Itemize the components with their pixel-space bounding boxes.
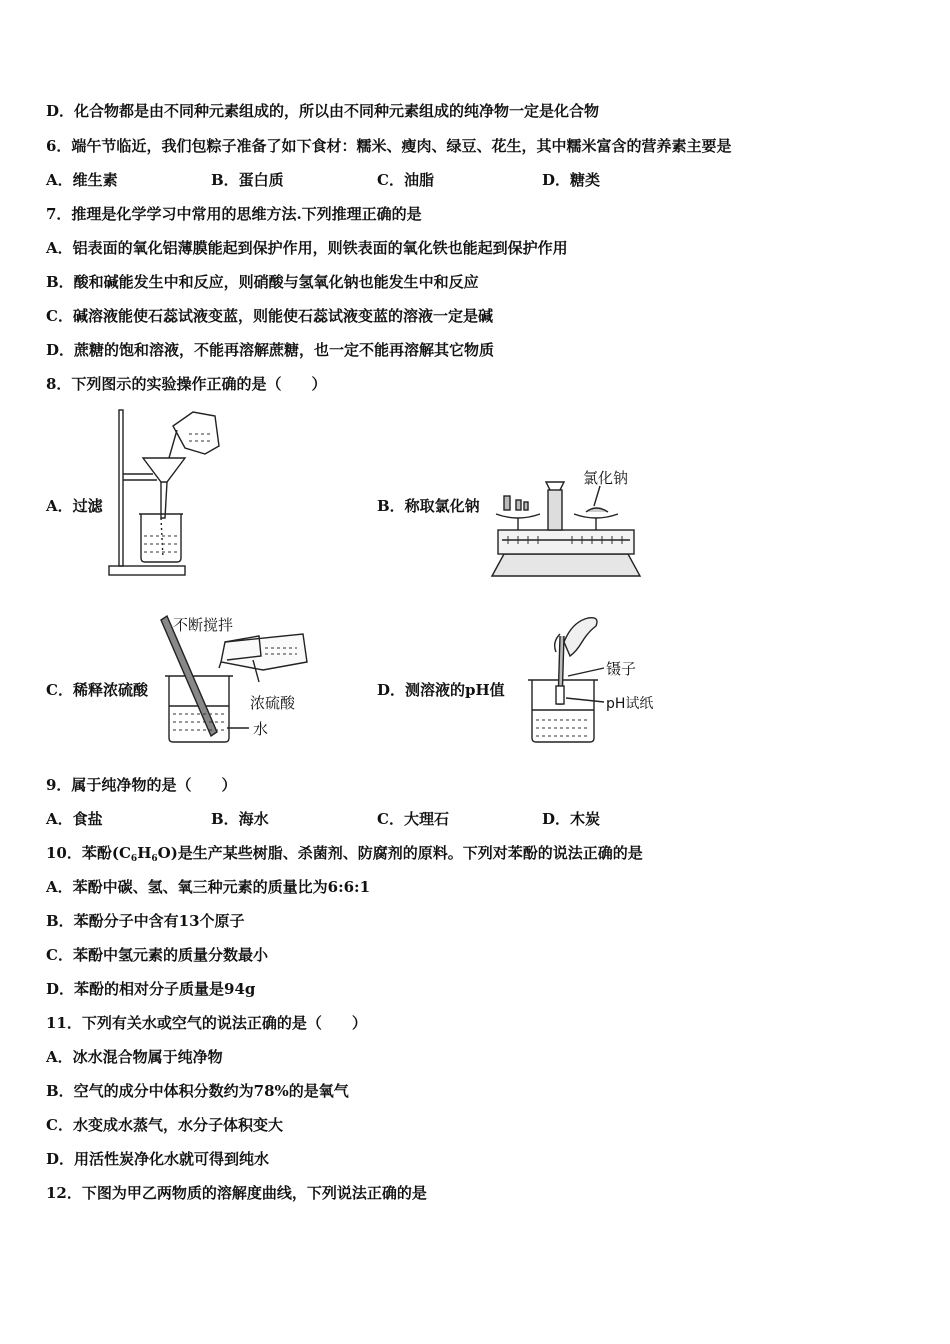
dilution-figure (155, 612, 315, 748)
q10-option-b: B．苯酚分子中含有13个原子 (46, 912, 245, 930)
q8-option-d-label: D．测溶液的pH值 (377, 681, 505, 699)
q6-option-b: B．蛋白质 (211, 171, 284, 189)
q6-option-c: C．油脂 (377, 171, 434, 189)
q10-option-d: D．苯酚的相对分子质量是94g (46, 980, 256, 998)
q9-option-c: C．大理石 (377, 810, 449, 828)
q6-option-d: D．糖类 (542, 171, 601, 189)
q10-option-c: C．苯酚中氢元素的质量分数最小 (46, 946, 268, 964)
q8-option-a-label: A．过滤 (46, 497, 103, 515)
q9-option-b: B．海水 (211, 810, 269, 828)
q11-option-a: A．冰水混合物属于纯净物 (46, 1048, 223, 1066)
water-caption: 水 (253, 720, 269, 738)
ph-figure (526, 612, 666, 748)
acid-caption: 浓硫酸 (250, 694, 296, 712)
stir-caption: 不断搅拌 (173, 616, 234, 634)
question-8: 8．下列图示的实验操作正确的是（ ） (46, 375, 327, 393)
q9-option-d: D．木炭 (542, 810, 601, 828)
q10-sub-carbon: 6 (130, 854, 138, 864)
q8-option-b-label: B．称取氯化钠 (377, 497, 480, 515)
question-12: 12．下图为甲乙两物质的溶解度曲线，下列说法正确的是 (46, 1184, 427, 1202)
q6-option-a: A．维生素 (46, 171, 118, 189)
q7-option-b: B．酸和碱能发生中和反应，则硝酸与氢氧化钠也能发生中和反应 (46, 273, 479, 291)
q10-prefix: 10．苯酚(C (46, 844, 131, 862)
q7-option-c: C．碱溶液能使石蕊试液变蓝，则能使石蕊试液变蓝的溶液一定是碱 (46, 307, 493, 325)
question-6: 6．端午节临近，我们包粽子准备了如下食材：糯米、瘦肉、绿豆、花生，其中糯米富含的营养素主要是 (46, 137, 732, 155)
q7-option-a: A．铝表面的氧化铝薄膜能起到保护作用，则铁表面的氧化铁也能起到保护作用 (46, 239, 568, 257)
nacl-caption: 氯化钠 (583, 469, 629, 487)
balance-figure (488, 468, 643, 580)
q10-mid: H (137, 844, 152, 862)
q11-option-d: D．用活性炭净化水就可得到纯水 (46, 1150, 270, 1168)
q8-option-c-label: C．稀释浓硫酸 (46, 681, 148, 699)
ph-paper-caption: pH试纸 (606, 696, 654, 712)
question-11: 11．下列有关水或空气的说法正确的是（ ） (46, 1014, 367, 1032)
filtration-figure (105, 408, 230, 580)
q7-option-d: D．蔗糖的饱和溶液，不能再溶解蔗糖，也一定不能再溶解其它物质 (46, 341, 495, 359)
q10-rest: O)是生产某些树脂、杀菌剂、防腐剂的原料。下列对苯酚的说法正确的是 (157, 844, 643, 862)
q10-option-a: A．苯酚中碳、氢、氧三种元素的质量比为6:6:1 (46, 878, 371, 896)
question-9: 9．属于纯净物的是（ ） (46, 776, 237, 794)
question-10 (46, 843, 643, 869)
question-7: 7．推理是化学学习中常用的思维方法.下列推理正确的是 (46, 205, 422, 223)
tweezers-caption: 镊子 (606, 660, 637, 678)
q11-option-b: B．空气的成分中体积分数约为78%的是氧气 (46, 1082, 349, 1100)
q5-option-d: D．化合物都是由不同种元素组成的，所以由不同种元素组成的纯净物一定是化合物 (46, 102, 600, 120)
q10-sub-hydrogen: 6 (151, 854, 158, 864)
q9-option-a: A．食盐 (46, 810, 103, 828)
q11-option-c: C．水变成水蒸气，水分子体积变大 (46, 1116, 283, 1134)
